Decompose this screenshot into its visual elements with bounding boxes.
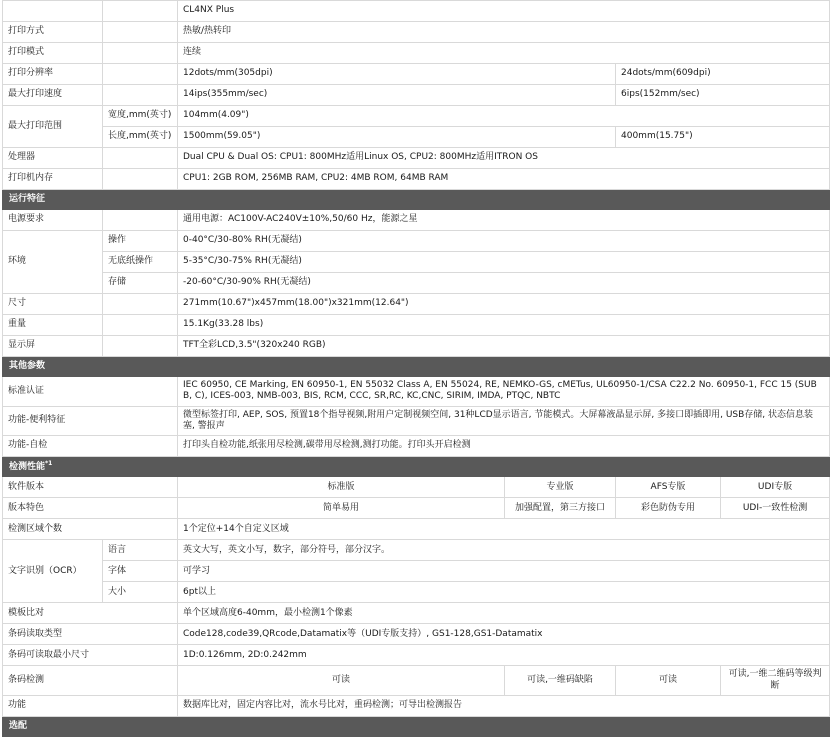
- row-value: 数据库比对，固定内容比对，流水号比对，重码检测；可导出检测报告: [178, 695, 830, 716]
- table-row: [3, 336, 830, 357]
- row-value: 15.1Kg(33.28 lbs): [178, 315, 830, 336]
- row-sublabel: [103, 148, 178, 169]
- row-value: IEC 60950, CE Marking, EN 60950-1, EN 55032 Class A, EN 55024, RE, NEMKO-GS, cMETus, UL60950-1/CSA C22.2 No. 60950-1, FCC 15 (SUB B, C), ICES-003, NMB-003, BIS, RCM, CCC, SR,RC, KC,CNC, SIRIM, IMDA, PTQC, NBTC: [178, 377, 830, 407]
- row-value: TFT全彩LCD,3.5"(320x240 RGB): [178, 336, 830, 357]
- section-title: 运行特征: [3, 190, 830, 210]
- row-value: 0-40°C/30-80% RH(无凝结): [178, 231, 830, 252]
- section-header-detect: [3, 457, 830, 477]
- row-label: [3, 1, 103, 22]
- row-value-alt: 24dots/mm(609dpi): [616, 64, 830, 85]
- row-label: 最大打印范围: [3, 106, 103, 148]
- row-sublabel: 语言: [103, 540, 178, 561]
- row-value: 热敏/热转印: [178, 22, 830, 43]
- table-row: [3, 645, 830, 666]
- table-row: [3, 106, 830, 127]
- row-label: 电源要求: [3, 210, 103, 231]
- table-row: [3, 127, 830, 148]
- row-sublabel: [103, 169, 178, 190]
- row-sublabel: 存储: [103, 273, 178, 294]
- row-cell: 标准版: [178, 477, 505, 498]
- row-value: 271mm(10.67")x457mm(18.00")x321mm(12.64"): [178, 294, 830, 315]
- row-cell: 可读,一维二维码等级判断: [721, 666, 830, 696]
- row-sublabel: [103, 210, 178, 231]
- section-title: 选配: [3, 716, 830, 736]
- section-header-running: [3, 190, 830, 210]
- section-header-other: [3, 357, 830, 377]
- table-row: [3, 148, 830, 169]
- row-sublabel: [103, 85, 178, 106]
- table-row: [3, 498, 830, 519]
- row-sublabel: 无底纸操作: [103, 252, 178, 273]
- table-row: [3, 624, 830, 645]
- section-title: 其他参数: [3, 357, 830, 377]
- table-row: [3, 252, 830, 273]
- table-row: [3, 231, 830, 252]
- row-label: 最大打印速度: [3, 85, 103, 106]
- row-label: 重量: [3, 315, 103, 336]
- row-sublabel: [103, 1, 178, 22]
- row-value: 微型标签打印, AEP, SOS, 预置18个指导视频,附用户定制视频空间, 31种LCD显示语言, 节能模式。大屏幕液晶显示屏, 多接口即插即用, USB存储, 状态信息装塞, 警报声: [178, 406, 830, 436]
- row-label: 功能-自检: [3, 436, 178, 457]
- row-cell: 可读: [616, 666, 721, 696]
- table-row: [3, 210, 830, 231]
- row-value: 104mm(4.09"): [178, 106, 830, 127]
- table-row: [3, 436, 830, 457]
- table-row: [3, 294, 830, 315]
- row-cell: 加强配置，第三方接口: [505, 498, 616, 519]
- table-row: [3, 519, 830, 540]
- table-row: [3, 477, 830, 498]
- row-value-alt: 6ips(152mm/sec): [616, 85, 830, 106]
- table-row: [3, 85, 830, 106]
- row-value: 英文大写，英文小写，数字，部分符号，部分汉字。: [178, 540, 830, 561]
- row-label: 版本特色: [3, 498, 178, 519]
- section-title: 检测性能: [9, 462, 46, 472]
- row-value: 单个区域高度6-40mm，最小检测1个像素: [178, 603, 830, 624]
- row-value: 通用电源：AC100V-AC240V±10%,50/60 Hz，能源之星: [178, 210, 830, 231]
- row-label: 功能: [3, 695, 178, 716]
- row-value: CL4NX Plus: [178, 1, 830, 22]
- section-title-footnote: *1: [45, 460, 53, 467]
- table-row: [3, 561, 830, 582]
- row-label: 文字识别（OCR）: [3, 540, 103, 603]
- table-row: [3, 406, 830, 436]
- row-sublabel: [103, 22, 178, 43]
- row-value: Dual CPU & Dual OS: CPU1: 800MHz适用Linux OS, CPU2: 800MHz适用ITRON OS: [178, 148, 830, 169]
- table-row: [3, 169, 830, 190]
- row-label: 显示屏: [3, 336, 103, 357]
- row-value: Code128,code39,QRcode,Datamatix等（UDI专版支持）, GS1-128,GS1-Datamatix: [178, 624, 830, 645]
- spec-table: [2, 0, 830, 737]
- row-cell: 可读: [178, 666, 505, 696]
- row-value: 5-35°C/30-75% RH(无凝结): [178, 252, 830, 273]
- row-label: 打印机内存: [3, 169, 103, 190]
- table-row: [3, 666, 830, 696]
- row-label: 打印模式: [3, 43, 103, 64]
- row-label: 尺寸: [3, 294, 103, 315]
- section-header-optional: [3, 716, 830, 736]
- row-sublabel: 字体: [103, 561, 178, 582]
- row-label: 处理器: [3, 148, 103, 169]
- row-label: 标准认证: [3, 377, 178, 407]
- row-cell: UDI专版: [721, 477, 830, 498]
- table-row: [3, 22, 830, 43]
- row-sublabel: [103, 43, 178, 64]
- row-cell: AFS专版: [616, 477, 721, 498]
- row-sublabel: [103, 336, 178, 357]
- row-label: 条码检测: [3, 666, 178, 696]
- row-value: 1D:0.126mm, 2D:0.242mm: [178, 645, 830, 666]
- row-label: 条码可读取最小尺寸: [3, 645, 178, 666]
- row-cell: UDI-一致性检测: [721, 498, 830, 519]
- row-sublabel: [103, 294, 178, 315]
- row-value: 1500mm(59.05"): [178, 127, 616, 148]
- row-value: 1个定位+14个自定义区域: [178, 519, 830, 540]
- table-row: [3, 315, 830, 336]
- table-row: [3, 64, 830, 85]
- row-value: 14ips(355mm/sec): [178, 85, 616, 106]
- row-value: 6pt以上: [178, 582, 830, 603]
- row-label: 检测区域个数: [3, 519, 178, 540]
- row-value: 12dots/mm(305dpi): [178, 64, 616, 85]
- row-label: 环境: [3, 231, 103, 294]
- table-row: [3, 540, 830, 561]
- row-sublabel: 大小: [103, 582, 178, 603]
- row-value: 打印头自检功能,纸张用尽检测,碳带用尽检测,测打功能。打印头开启检测: [178, 436, 830, 457]
- row-label: 模板比对: [3, 603, 178, 624]
- row-sublabel: 宽度,mm(英寸): [103, 106, 178, 127]
- table-row: [3, 582, 830, 603]
- row-label: 打印分辨率: [3, 64, 103, 85]
- row-value: CPU1: 2GB ROM, 256MB RAM, CPU2: 4MB ROM, 64MB RAM: [178, 169, 830, 190]
- row-value: 可学习: [178, 561, 830, 582]
- table-row: [3, 1, 830, 22]
- row-value-alt: 400mm(15.75"): [616, 127, 830, 148]
- table-row: [3, 377, 830, 407]
- row-label: 软件版本: [3, 477, 178, 498]
- table-row: [3, 43, 830, 64]
- row-value: 连续: [178, 43, 830, 64]
- row-value: -20-60°C/30-90% RH(无凝结): [178, 273, 830, 294]
- row-sublabel: [103, 64, 178, 85]
- row-cell: 简单易用: [178, 498, 505, 519]
- row-label: 条码读取类型: [3, 624, 178, 645]
- row-cell: 彩色防伪专用: [616, 498, 721, 519]
- table-row: [3, 273, 830, 294]
- row-label: 功能-便利特征: [3, 406, 178, 436]
- table-row: [3, 603, 830, 624]
- row-sublabel: 长度,mm(英寸): [103, 127, 178, 148]
- row-cell: 可读,一维码缺陷: [505, 666, 616, 696]
- row-cell: 专业版: [505, 477, 616, 498]
- row-label: 打印方式: [3, 22, 103, 43]
- row-sublabel: 操作: [103, 231, 178, 252]
- table-row: [3, 695, 830, 716]
- row-sublabel: [103, 315, 178, 336]
